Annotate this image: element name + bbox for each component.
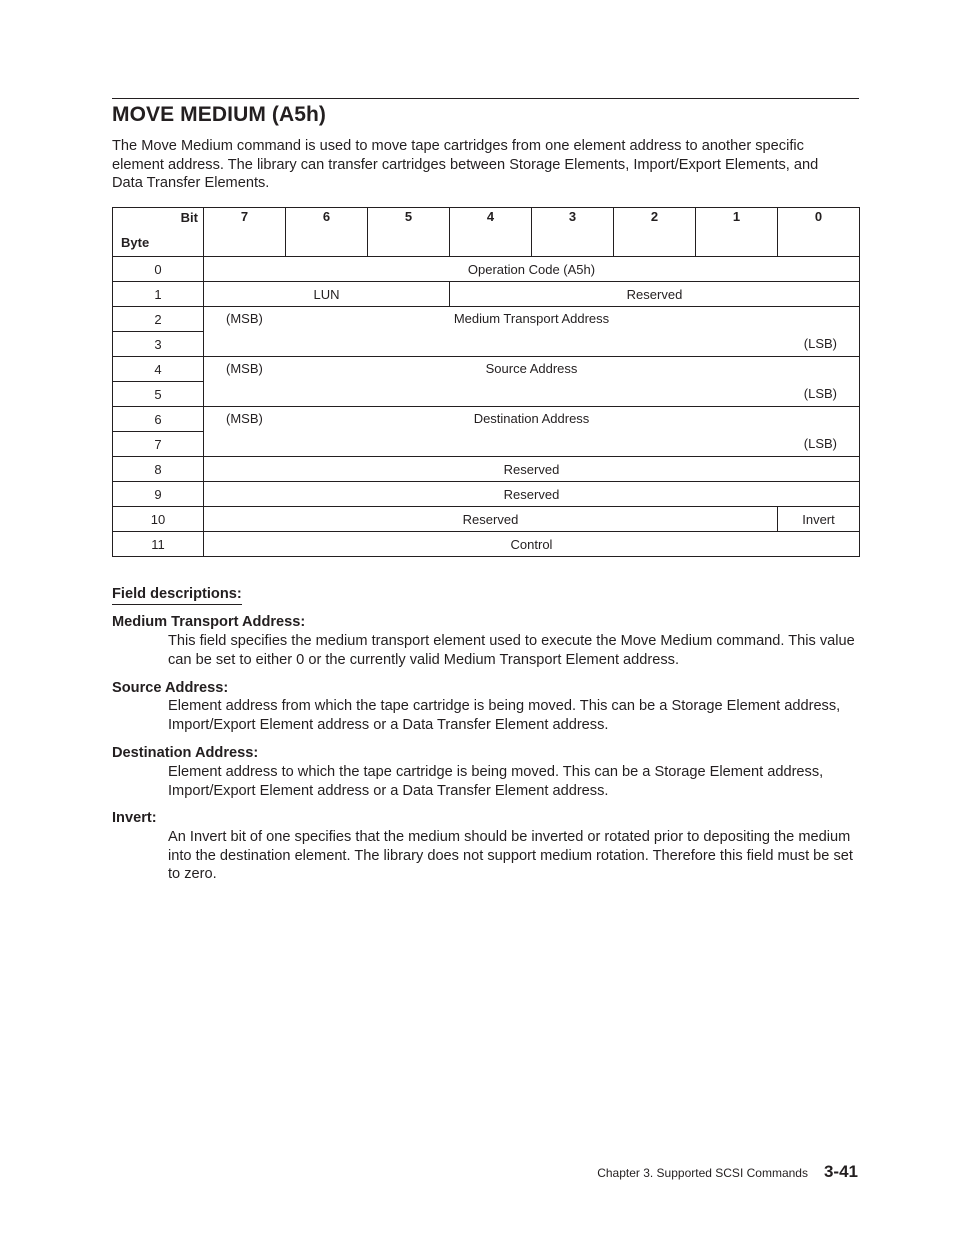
table-header-row [113, 208, 860, 257]
field-desc-destination-address: Element address to which the tape cartridge is being moved. This can be a Storage Element address, Import/Export Element address or a Data Transfer Element address. [168, 764, 824, 799]
byte-6-label: 6 [113, 407, 204, 432]
byte-1-label: 1 [113, 282, 204, 307]
byte-8-label: 8 [113, 457, 204, 482]
operation-code-cell: Operation Code (A5h) [204, 257, 860, 282]
bit-label: Bit [180, 209, 198, 225]
table-row [113, 282, 860, 307]
bit-byte-header [113, 208, 204, 257]
byte-9-label: 9 [113, 482, 204, 507]
top-rule [112, 98, 859, 99]
destination-address-label: Destination Address [473, 411, 590, 426]
field-term-source-address: Source Address: [112, 680, 229, 696]
footer-chapter: Chapter 3. Supported SCSI Commands [597, 1166, 808, 1180]
field-desc-medium-transport: This field specifies the medium transport element used to execute the Move Medium command. This value can be set to either 0 or the currently valid Medium Transport Element address. [168, 633, 855, 668]
table-row [113, 357, 860, 382]
field-descriptions-heading: Field descriptions: [112, 585, 242, 605]
byte-5-label: 5 [113, 382, 204, 407]
byte10-reserved-cell: Reserved [204, 507, 778, 532]
bit-4-header: 4 [450, 208, 532, 257]
control-cell: Control [204, 532, 860, 557]
cdb-table [112, 207, 860, 557]
medium-transport-address-cell [204, 307, 860, 357]
intro-paragraph: The Move Medium command is used to move tape cartridges from one element address to another specific element address. The library can transfer cartridges between Storage Elements, Import/Export Elements, and Data Transfer Elements. [112, 138, 819, 192]
bit-1-header: 1 [696, 208, 778, 257]
table-row [113, 457, 860, 482]
bit-2-header: 2 [614, 208, 696, 257]
lsb-label: (LSB) [803, 436, 837, 451]
lsb-label: (LSB) [803, 386, 837, 401]
bit-7-header: 7 [204, 208, 286, 257]
field-term-destination-address: Destination Address: [112, 745, 259, 761]
lun-cell: LUN [204, 282, 450, 307]
table-row [113, 307, 860, 332]
destination-address-cell [204, 407, 860, 457]
byte-0-label: 0 [113, 257, 204, 282]
field-desc-invert: An Invert bit of one specifies that the medium should be inverted or rotated prior to depositing the medium into the destination element. The library does not support medium rotation. Therefore this field must be set to zero. [168, 829, 853, 883]
source-address-cell [204, 357, 860, 407]
byte-10-label: 10 [113, 507, 204, 532]
byte9-reserved-cell: Reserved [204, 482, 860, 507]
byte-3-label: 3 [113, 332, 204, 357]
field-term-medium-transport: Medium Transport Address: [112, 614, 306, 630]
field-desc-source-address: Element address from which the tape cartridge is being moved. This can be a Storage Element address, Import/Export Element address or a Data Transfer Element address. [168, 698, 841, 733]
table-row [113, 482, 860, 507]
bit-3-header: 3 [532, 208, 614, 257]
field-term-invert: Invert: [112, 810, 157, 826]
invert-cell: Invert [778, 507, 860, 532]
table-row [113, 257, 860, 282]
page-footer [597, 1161, 858, 1184]
msb-label: (MSB) [226, 361, 263, 376]
byte-11-label: 11 [113, 532, 204, 557]
bit-0-header: 0 [778, 208, 860, 257]
byte-label: Byte [121, 234, 150, 250]
table-row [113, 507, 860, 532]
table-row [113, 532, 860, 557]
source-address-label: Source Address [485, 361, 578, 376]
table-row [113, 407, 860, 432]
msb-label: (MSB) [226, 411, 263, 426]
msb-label: (MSB) [226, 311, 263, 326]
byte-7-label: 7 [113, 432, 204, 457]
medium-transport-address-label: Medium Transport Address [453, 311, 610, 326]
page-number: 3-41 [823, 1162, 858, 1181]
bit-6-header: 6 [286, 208, 368, 257]
byte8-reserved-cell: Reserved [204, 457, 860, 482]
byte-2-label: 2 [113, 307, 204, 332]
page-title: MOVE MEDIUM (A5h) [112, 103, 327, 126]
bit-5-header: 5 [368, 208, 450, 257]
lsb-label: (LSB) [803, 336, 837, 351]
byte-4-label: 4 [113, 357, 204, 382]
byte1-reserved-cell: Reserved [450, 282, 860, 307]
